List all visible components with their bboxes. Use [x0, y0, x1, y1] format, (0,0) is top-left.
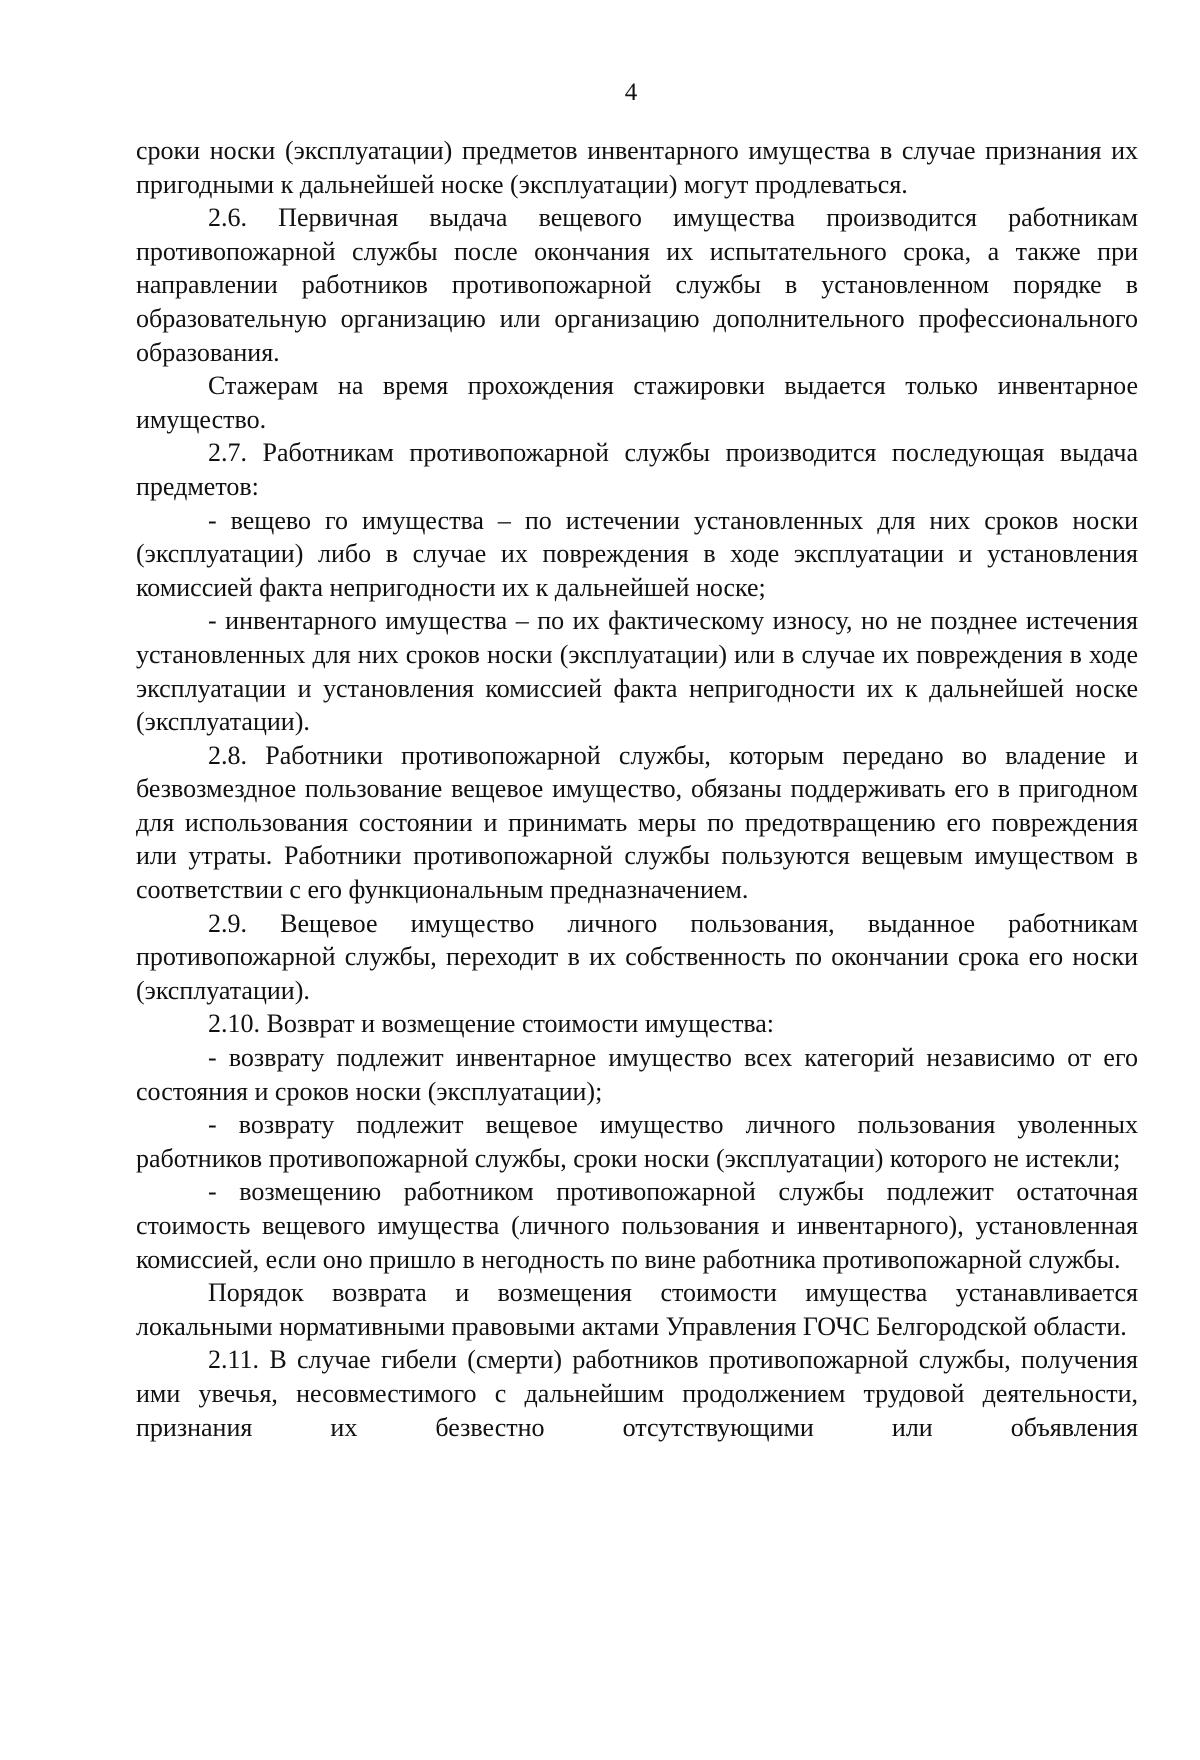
document-body [136, 134, 1138, 1444]
paragraph-2-11: 2.11. В случае гибели (смерти) работников противопожарной службы, получения ими увечья, несовместимого с дальнейшим продолжением трудовой деятельности, признания их безвестно отсутствующими или объявления [136, 1345, 1138, 1442]
list-item-clothing: - вещево го имущества – по истечении установленных для них сроков носки (эксплуатации) либо в случае их повреждения в ходе эксплуатации и установления комиссией факта непригодности их к дальнейшей носке; [136, 505, 1138, 602]
list-item-compensation: - возмещению работником противопожарной службы подлежит остаточная стоимость вещевого имущества (личного пользования и инвентарного), установленная комиссией, если оно пришло в негодность по вине работника противопожарной службы. [136, 1177, 1138, 1274]
paragraph-2-8: 2.8. Работники противопожарной службы, которым передано во владение и безвозмездное пользование вещевое имущество, обязаны поддерживать его в пригодном для использования состоянии и принимать меры по предотвращению его повреждения или утраты. Работники противопожарной службы пользуются вещевым имуществом в соответствии с его функциональным предназначением. [136, 740, 1138, 905]
list-item-inventory: - инвентарного имущества – по их фактическому износу, но не позднее истечения установленных для них сроков носки (эксплуатации) или в случае их повреждения в ходе эксплуатации и установления комиссией факта непригодности их к дальнейшей носке (эксплуатации). [136, 606, 1138, 737]
list-item-return-personal: - возврату подлежит вещевое имущество личного пользования уволенных работников противопожарной службы, сроки носки (эксплуатации) которого не истекли; [136, 1110, 1138, 1173]
paragraph-procedure: Порядок возврата и возмещения стоимости имущества устанавливается локальными нормативными правовыми актами Управления ГОЧС Белгородской области. [136, 1278, 1138, 1341]
paragraph-trainees: Стажерам на время прохождения стажировки выдается только инвентарное имущество. [136, 371, 1138, 434]
paragraph-2-7: 2.7. Работникам противопожарной службы производится последующая выдача предметов: [136, 438, 1138, 501]
paragraph-continuation: сроки носки (эксплуатации) предметов инвентарного имущества в случае признания их пригодными к дальнейшей носке (эксплуатации) могут продлеваться. [136, 136, 1138, 199]
page-number: 4 [624, 79, 638, 106]
paragraph-2-9: 2.9. Вещевое имущество личного пользования, выданное работникам противопожарной службы, переходит в их собственность по окончании срока его носки (эксплуатации). [136, 908, 1138, 1005]
list-item-return-inventory: - возврату подлежит инвентарное имущество всех категорий независимо от его состояния и сроков носки (эксплуатации); [136, 1043, 1138, 1106]
paragraph-2-6: 2.6. Первичная выдача вещевого имущества производится работникам противопожарной службы после окончания их испытательного срока, а также при направлении работников противопожарной службы в установленном порядке в образовательную организацию или организацию дополнительного профессионального образования. [136, 203, 1138, 367]
paragraph-2-10: 2.10. Возврат и возмещение стоимости имущества: [208, 1009, 775, 1039]
